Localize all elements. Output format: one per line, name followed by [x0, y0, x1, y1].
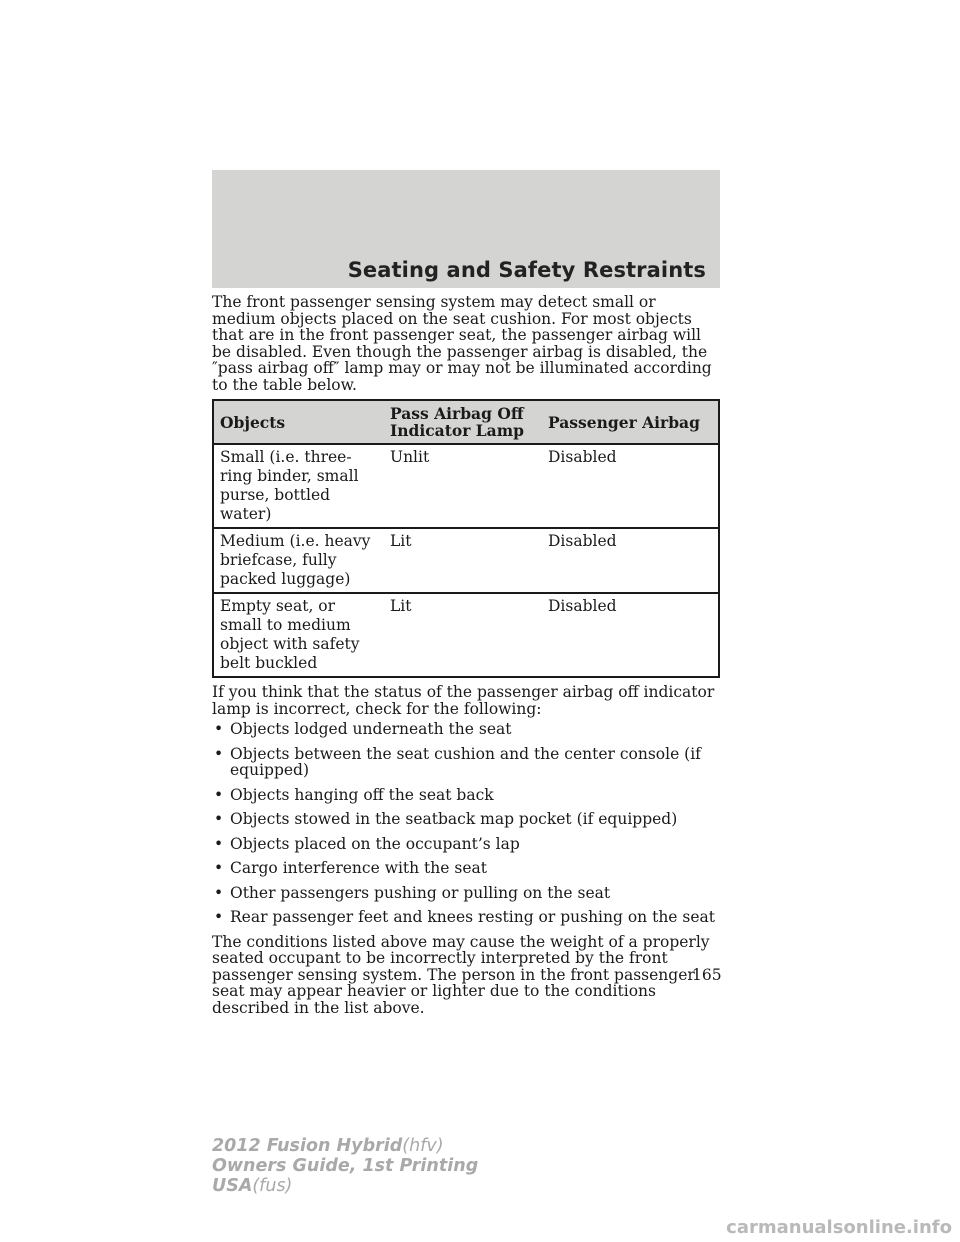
bullet-icon: • [214, 908, 224, 926]
table-cell-airbag: Disabled [542, 528, 719, 593]
bullet-icon: • [214, 744, 224, 763]
list-item [212, 721, 724, 738]
list-item [212, 885, 724, 902]
closing-paragraph: The conditions listed above may cause the weight of a properly seated occupant to be incorrectly interpreted by the front passenger sensing system. The person in the front passenger seat may appear heavier or lighter due to the conditions described in the list above. [212, 932, 710, 1017]
check-intro-paragraph: If you think that the status of the passenger airbag off indicator lamp is incorrect, check for the following: [212, 683, 715, 718]
airbag-status-table [212, 399, 720, 678]
list-item-text: Rear passenger feet and knees resting or pushing on the seat [230, 908, 715, 926]
bullet-icon: • [214, 883, 224, 902]
table-cell-object: Medium (i.e. heavy briefcase, fully packed luggage) [213, 528, 384, 593]
table-cell-object: Small (i.e. three-ring binder, small purse, bottled water) [213, 444, 384, 528]
list-item-text: Objects lodged underneath the seat [230, 720, 512, 738]
list-item-text: Objects hanging off the seat back [230, 785, 494, 804]
footer-model-name: 2012 Fusion Hybrid [212, 1136, 403, 1156]
column-header-objects: Objects [213, 400, 384, 444]
column-header-passenger-airbag: Passenger Airbag [542, 400, 719, 444]
footer-line-model [212, 1136, 478, 1156]
check-list [212, 721, 724, 926]
table-cell-object: Empty seat, or small to medium object with safety belt buckled [213, 593, 384, 677]
section-header [212, 170, 720, 288]
table-row [213, 528, 719, 593]
list-item [212, 909, 724, 926]
list-item-text: Objects stowed in the seatback map pocket (if equipped) [230, 810, 678, 828]
list-item-text: Objects between the seat cushion and the center console (if equipped) [230, 744, 701, 779]
table-row [213, 444, 719, 528]
column-header-indicator-lamp: Pass Airbag Off Indicator Lamp [384, 400, 542, 444]
list-item [212, 836, 724, 853]
section-title: Seating and Safety Restraints [347, 258, 706, 282]
bullet-icon: • [214, 785, 224, 804]
footer-market: USA [212, 1176, 253, 1196]
list-item [212, 746, 724, 779]
page-content [212, 294, 724, 1016]
list-item [212, 787, 724, 804]
footer-line-guide: Owners Guide, 1st Printing [212, 1156, 479, 1176]
list-item-text: Objects placed on the occupant’s lap [230, 834, 520, 853]
bullet-icon: • [214, 720, 224, 738]
table-cell-lamp: Unlit [384, 444, 542, 528]
page-number: 165 [692, 966, 722, 984]
list-item-text: Cargo interference with the seat [230, 859, 487, 877]
document-footer [212, 1136, 478, 1196]
bullet-icon: • [214, 834, 224, 853]
table-cell-airbag: Disabled [542, 593, 719, 677]
footer-market-code: (fus) [252, 1176, 293, 1196]
footer-model-code: (hfv) [402, 1136, 444, 1156]
table-header-row [213, 400, 719, 444]
intro-paragraph: The front passenger sensing system may detect small or medium objects placed on the seat cushion. For most objects that are in the front passenger seat, the passenger airbag will be disabled. Even though the passenger airbag is disabled, the ″pass airbag off″ lamp may or may not be illuminated according to the table below. [212, 293, 712, 394]
table-row [213, 593, 719, 677]
list-item-text: Other passengers pushing or pulling on the seat [230, 883, 611, 902]
table-cell-airbag: Disabled [542, 444, 719, 528]
table-cell-lamp: Lit [384, 528, 542, 593]
bullet-icon: • [214, 810, 224, 828]
watermark-logo: carmanualsonline.info [726, 1217, 952, 1238]
bullet-icon: • [214, 859, 224, 877]
table-cell-lamp: Lit [384, 593, 542, 677]
footer-line-market [212, 1176, 478, 1196]
list-item [212, 860, 724, 877]
list-item [212, 811, 724, 828]
